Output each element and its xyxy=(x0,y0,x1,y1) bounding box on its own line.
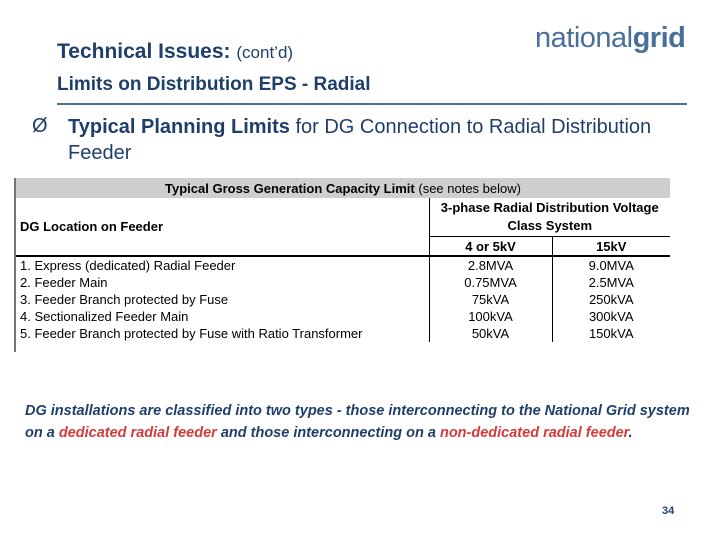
table-row xyxy=(16,291,670,308)
limit-4-5kv-cell: 100kVA xyxy=(429,308,552,325)
table-row xyxy=(16,256,670,274)
national-grid-logo xyxy=(535,22,685,55)
title-cont: (cont’d) xyxy=(236,43,294,62)
row-header: DG Location on Feeder xyxy=(16,198,429,256)
table-caption-note: (see notes below) xyxy=(418,180,521,196)
slide-subtitle: Limits on Distribution EPS - Radial xyxy=(57,74,371,95)
bullet-bold-text: Typical Planning Limits xyxy=(68,116,290,138)
group-header: 3-phase Radial Distribution Voltage Class System xyxy=(429,198,670,237)
limit-15kv-cell: 150kVA xyxy=(552,325,670,342)
location-cell: 2. Feeder Main xyxy=(20,275,108,290)
location-cell: 4. Sectionalized Feeder Main xyxy=(20,309,189,324)
limit-15kv-cell: 300kVA xyxy=(552,308,670,325)
limit-4-5kv-cell: 50kVA xyxy=(429,325,552,342)
voltage-header-15kv: 15kV xyxy=(552,237,670,257)
location-cell: 3. Feeder Branch protected by Fuse xyxy=(20,292,229,307)
note-non-dedicated-feeder: non-dedicated radial feeder xyxy=(439,425,629,441)
voltage-header-4-5kv: 4 or 5kV xyxy=(429,237,552,257)
table-row xyxy=(16,274,670,291)
note-dedicated-feeder: dedicated radial feeder xyxy=(58,425,217,441)
bullet-text xyxy=(68,114,678,166)
title-main: Technical Issues: xyxy=(57,40,231,63)
location-cell: 5. Feeder Branch protected by Fuse with Ratio Transformer xyxy=(20,326,363,341)
planning-limits-table-container xyxy=(14,178,670,352)
bullet-rest-text: for DG Connection to Radial Distribution Feeder xyxy=(68,116,652,164)
table-caption xyxy=(16,178,670,198)
note-part-3: . xyxy=(628,425,633,441)
bullet-arrow-icon: Ø xyxy=(32,115,48,137)
page-number: 34 xyxy=(662,505,675,517)
table-row xyxy=(16,325,670,342)
table-caption-row xyxy=(16,178,670,198)
slide-title xyxy=(57,40,293,64)
table-caption-text: Typical Gross Generation Capacity Limit xyxy=(165,180,415,196)
note-part-1: DG installations are classified into two types - those interconnecting to the National Grid system on a xyxy=(25,403,690,441)
classification-note xyxy=(25,400,705,444)
logo-grid: grid xyxy=(632,22,686,54)
planning-limits-table xyxy=(16,178,670,342)
table-row xyxy=(16,308,670,325)
limit-15kv-cell: 2.5MVA xyxy=(552,274,670,291)
table-header-row xyxy=(16,198,670,237)
limit-4-5kv-cell: 2.8MVA xyxy=(429,256,552,274)
limit-4-5kv-cell: 0.75MVA xyxy=(429,274,552,291)
limit-15kv-cell: 250kVA xyxy=(552,291,670,308)
title-divider xyxy=(57,103,687,105)
limit-15kv-cell: 9.0MVA xyxy=(552,256,670,274)
logo-national: national xyxy=(535,22,633,54)
note-part-2: and those interconnecting on a xyxy=(216,425,440,441)
limit-4-5kv-cell: 75kVA xyxy=(429,291,552,308)
location-cell: 1. Express (dedicated) Radial Feeder xyxy=(20,258,236,273)
